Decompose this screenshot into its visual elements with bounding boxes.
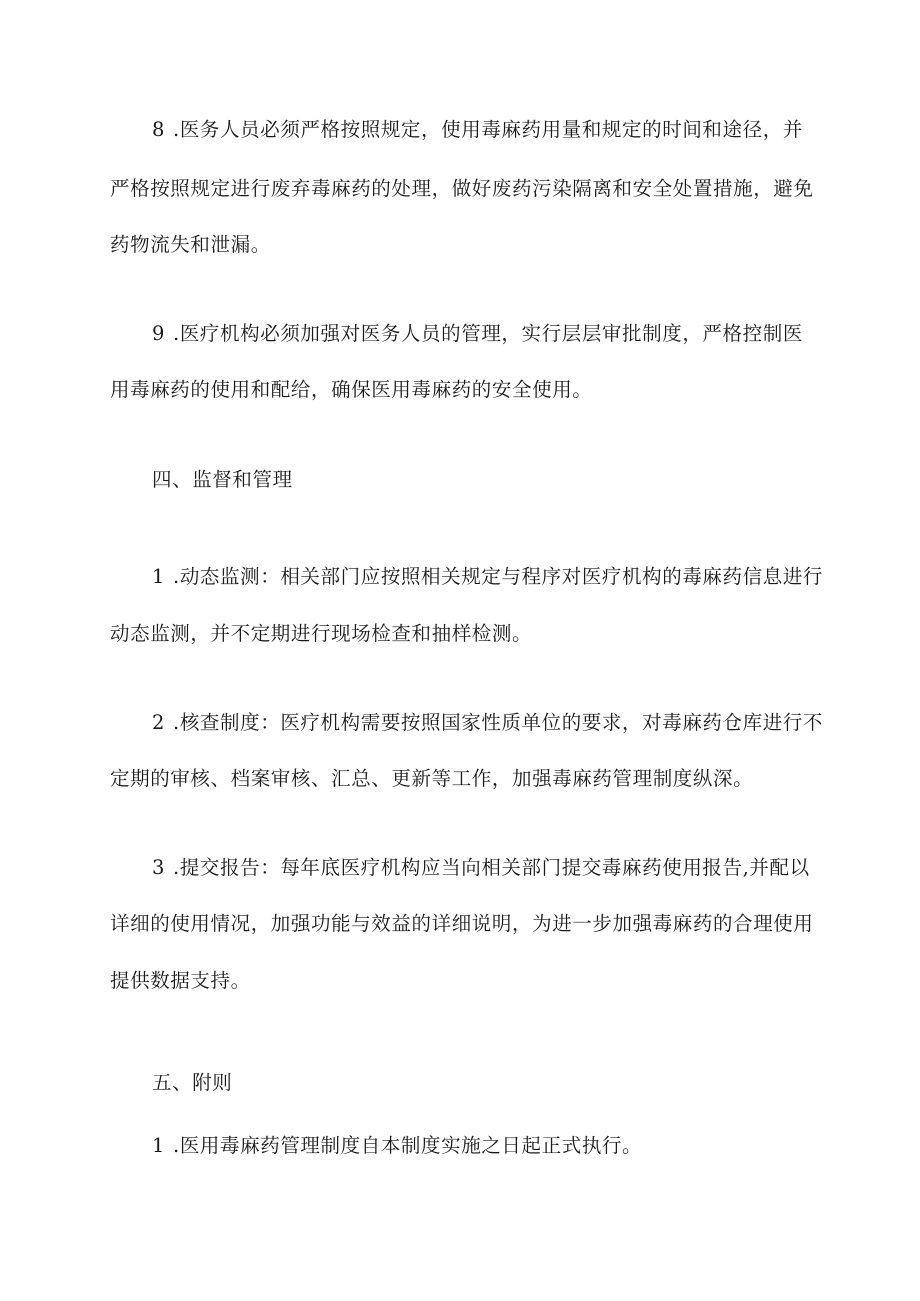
paragraph-line <box>152 711 823 735</box>
line-text: .医务人员必须严格按照规定，使用毒麻药用量和规定的时间和途径，并 <box>173 118 803 141</box>
paragraph-line <box>152 1134 642 1158</box>
item-number: 9 <box>152 322 166 345</box>
paragraph-line <box>152 322 803 346</box>
paragraph-line <box>152 565 823 589</box>
line-text: .提交报告：每年底医疗机构应当向相关部门提交毒麻药使用报告,并配以 <box>173 856 810 879</box>
paragraph-line: 用毒麻药的使用和配给，确保医用毒麻药的安全使用。 <box>110 378 593 401</box>
line-text: .医疗机构必须加强对医务人员的管理，实行层层审批制度，严格控制医 <box>173 322 803 345</box>
paragraph-line: 严格按照规定进行废弃毒麻药的处理，做好废药污染隔离和安全处置措施，避免 <box>110 177 814 200</box>
section-heading-4: 四、监督和管理 <box>152 468 293 491</box>
item-number: 8 <box>152 118 166 141</box>
section-heading-5: 五、附则 <box>152 1071 233 1094</box>
paragraph-line: 定期的审核、档案审核、汇总、更新等工作，加强毒麻药管理制度纵深。 <box>110 767 754 790</box>
paragraph-line: 详细的使用情况，加强功能与效益的详细说明，为进一步加强毒麻药的合理使用 <box>110 912 814 935</box>
paragraph-line <box>152 118 803 142</box>
item-number: 3 <box>152 856 166 879</box>
line-text: .医用毒麻药管理制度自本制度实施之日起正式执行。 <box>173 1134 643 1157</box>
paragraph-line: 药物流失和泄漏。 <box>110 233 271 256</box>
paragraph-line: 提供数据支持。 <box>110 969 251 992</box>
item-number: 1 <box>152 1134 166 1157</box>
line-text: .核查制度：医疗机构需要按照国家性质单位的要求，对毒麻药仓库进行不 <box>173 711 824 734</box>
paragraph-line <box>152 856 810 880</box>
paragraph-line: 动态监测，并不定期进行现场检查和抽样检测。 <box>110 622 533 645</box>
item-number: 1 <box>152 565 166 588</box>
line-text: .动态监测：相关部门应按照相关规定与程序对医疗机构的毒麻药信息进行 <box>173 565 824 588</box>
item-number: 2 <box>152 711 166 734</box>
